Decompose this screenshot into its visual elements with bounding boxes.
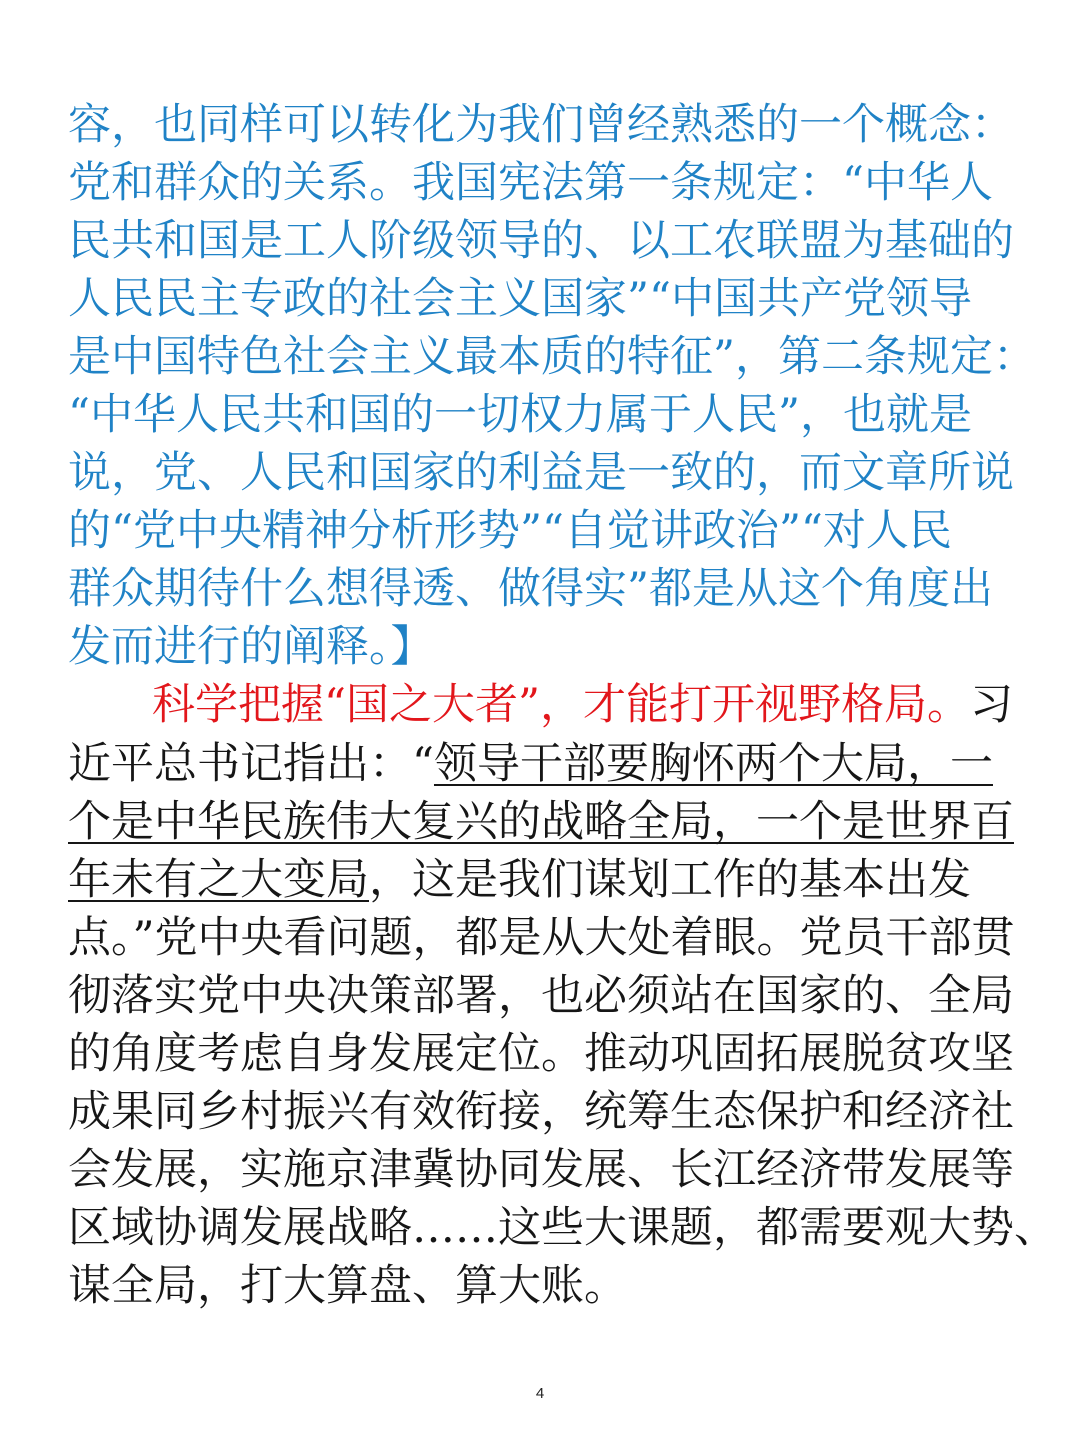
page-number: 4: [535, 1385, 545, 1402]
blue-text-line-2: 党和群众的关系。我国宪法第一条规定：“中华人: [68, 158, 993, 208]
blue-text-line-4: 人民民主专政的社会主义国家”“中国共产党领导: [68, 274, 972, 324]
paragraph-heading-line: [152, 676, 1013, 734]
body-text-line-3: 的角度考虑自身发展定位。推动巩固拓展脱贫攻坚: [68, 1029, 1014, 1079]
underlined-quote-part-1: 领导干部要胸怀两个大局，一: [433, 739, 993, 789]
body-text-line-1: 点。”党中央看问题，都是从大处着眼。党员干部贯: [68, 913, 1015, 963]
underlined-quote-part-3: 年未有之大变局: [68, 855, 369, 905]
blue-text-line-1: 容，也同样可以转化为我们曾经熟悉的一个概念：: [68, 100, 1014, 150]
quote-line-3: [68, 793, 1014, 851]
underlined-quote-part-2: 个是中华民族伟大复兴的战略全局，一个是世界百: [68, 797, 1014, 847]
blue-text-line-9: 群众期待什么想得透、做得实”都是从这个角度出: [68, 564, 993, 614]
quote-continuation-text: ，这是我们谋划工作的基本出发: [369, 855, 971, 905]
quote-intro-text: 近平总书记指出：“: [68, 739, 434, 789]
body-text-line-7: 谋全局，打大算盘、算大账。: [68, 1261, 627, 1311]
body-text-line-2: 彻落实党中央决策部署，也必须站在国家的、全局: [68, 971, 1014, 1021]
heading-tail-text: 习: [969, 680, 1013, 730]
body-text-line-6: 区域协调发展战略……这些大课题，都需要观大势、: [68, 1203, 1057, 1253]
body-text-line-5: 会发展，实施京津冀协同发展、长江经济带发展等: [68, 1145, 1014, 1195]
quote-line-2: [68, 735, 993, 793]
body-text-line-4: 成果同乡村振兴有效衔接，统筹生态保护和经济社: [68, 1087, 1014, 1137]
red-heading-text: 科学把握“国之大者”，才能打开视野格局。: [152, 680, 970, 730]
quote-line-4: [68, 851, 971, 909]
blue-text-line-5: 是中国特色社会主义最本质的特征”，第二条规定：: [68, 332, 1036, 382]
blue-text-line-3: 民共和国是工人阶级领导的、以工农联盟为基础的: [68, 216, 1014, 266]
blue-text-line-6: “中华人民共和国的一切权力属于人民”，也就是: [68, 390, 972, 440]
blue-text-line-7: 说，党、人民和国家的利益是一致的，而文章所说: [68, 448, 1014, 498]
blue-text-line-10: 发而进行的阐释。】: [68, 622, 434, 672]
blue-text-line-8: 的“党中央精神分析形势”“自觉讲政治”“对人民: [68, 506, 952, 556]
